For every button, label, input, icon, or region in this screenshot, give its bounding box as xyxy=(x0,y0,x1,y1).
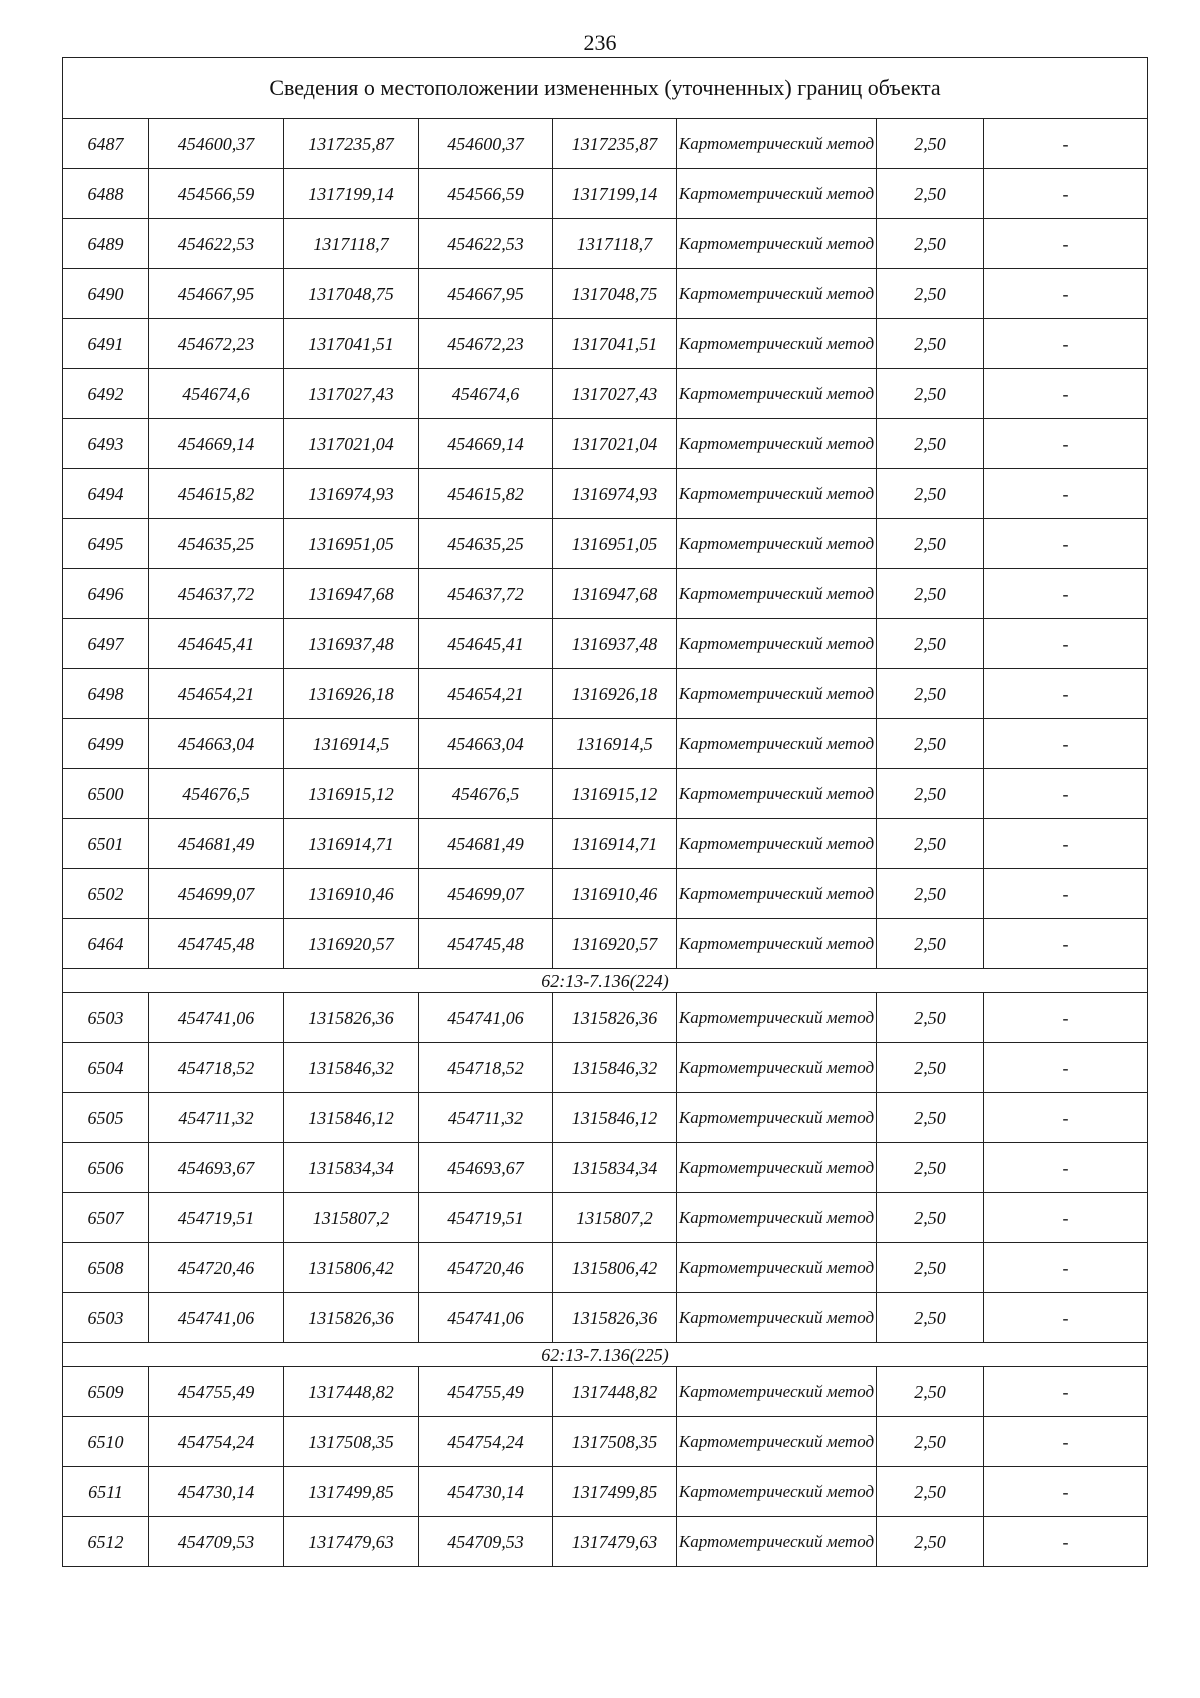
table-title: Сведения о местоположении измененных (уточненных) границ объекта xyxy=(63,58,1148,119)
y-new-cell: 1316937,48 xyxy=(553,619,677,669)
accuracy-cell: 2,50 xyxy=(877,269,984,319)
description-cell: - xyxy=(984,669,1148,719)
description-cell: - xyxy=(984,469,1148,519)
table-title-row xyxy=(63,58,1148,119)
accuracy-cell: 2,50 xyxy=(877,569,984,619)
x-existing-cell: 454615,82 xyxy=(149,469,284,519)
method-cell: Картометрический метод xyxy=(677,669,877,719)
point-number-cell: 6509 xyxy=(63,1367,149,1417)
table-row xyxy=(63,919,1148,969)
y-new-cell: 1316910,46 xyxy=(553,869,677,919)
method-cell: Картометрический метод xyxy=(677,219,877,269)
y-new-cell: 1317199,14 xyxy=(553,169,677,219)
point-number-cell: 6489 xyxy=(63,219,149,269)
description-cell: - xyxy=(984,1043,1148,1093)
x-existing-cell: 454654,21 xyxy=(149,669,284,719)
method-cell: Картометрический метод xyxy=(677,269,877,319)
x-existing-cell: 454741,06 xyxy=(149,1293,284,1343)
point-number-cell: 6503 xyxy=(63,993,149,1043)
accuracy-cell: 2,50 xyxy=(877,219,984,269)
method-cell: Картометрический метод xyxy=(677,469,877,519)
method-cell: Картометрический метод xyxy=(677,1293,877,1343)
table-row xyxy=(63,719,1148,769)
section-label: 62:13-7.136(225) xyxy=(63,1343,1148,1367)
y-new-cell: 1316920,57 xyxy=(553,919,677,969)
y-existing-cell: 1316914,5 xyxy=(284,719,419,769)
table-row xyxy=(63,1467,1148,1517)
y-existing-cell: 1315807,2 xyxy=(284,1193,419,1243)
y-new-cell: 1317499,85 xyxy=(553,1467,677,1517)
x-new-cell: 454672,23 xyxy=(419,319,553,369)
y-new-cell: 1317448,82 xyxy=(553,1367,677,1417)
point-number-cell: 6508 xyxy=(63,1243,149,1293)
point-number-cell: 6501 xyxy=(63,819,149,869)
y-existing-cell: 1317118,7 xyxy=(284,219,419,269)
description-cell: - xyxy=(984,369,1148,419)
method-cell: Картометрический метод xyxy=(677,719,877,769)
y-new-cell: 1315846,32 xyxy=(553,1043,677,1093)
table-row xyxy=(63,219,1148,269)
method-cell: Картометрический метод xyxy=(677,369,877,419)
x-existing-cell: 454730,14 xyxy=(149,1467,284,1517)
description-cell: - xyxy=(984,519,1148,569)
y-existing-cell: 1317508,35 xyxy=(284,1417,419,1467)
description-cell: - xyxy=(984,919,1148,969)
accuracy-cell: 2,50 xyxy=(877,669,984,719)
point-number-cell: 6494 xyxy=(63,469,149,519)
y-new-cell: 1315826,36 xyxy=(553,1293,677,1343)
x-existing-cell: 454711,32 xyxy=(149,1093,284,1143)
description-cell: - xyxy=(984,419,1148,469)
table-row xyxy=(63,369,1148,419)
y-existing-cell: 1316920,57 xyxy=(284,919,419,969)
method-cell: Картометрический метод xyxy=(677,769,877,819)
x-new-cell: 454711,32 xyxy=(419,1093,553,1143)
point-number-cell: 6464 xyxy=(63,919,149,969)
y-new-cell: 1317479,63 xyxy=(553,1517,677,1567)
x-existing-cell: 454709,53 xyxy=(149,1517,284,1567)
x-existing-cell: 454676,5 xyxy=(149,769,284,819)
point-number-cell: 6495 xyxy=(63,519,149,569)
point-number-cell: 6511 xyxy=(63,1467,149,1517)
description-cell: - xyxy=(984,869,1148,919)
section-header-row xyxy=(63,969,1148,993)
section-header-row xyxy=(63,1343,1148,1367)
point-number-cell: 6507 xyxy=(63,1193,149,1243)
accuracy-cell: 2,50 xyxy=(877,419,984,469)
table-row xyxy=(63,1193,1148,1243)
accuracy-cell: 2,50 xyxy=(877,319,984,369)
description-cell: - xyxy=(984,569,1148,619)
point-number-cell: 6491 xyxy=(63,319,149,369)
description-cell: - xyxy=(984,1517,1148,1567)
description-cell: - xyxy=(984,1093,1148,1143)
x-existing-cell: 454719,51 xyxy=(149,1193,284,1243)
x-new-cell: 454615,82 xyxy=(419,469,553,519)
table-row xyxy=(63,419,1148,469)
y-existing-cell: 1316951,05 xyxy=(284,519,419,569)
x-new-cell: 454674,6 xyxy=(419,369,553,419)
x-existing-cell: 454754,24 xyxy=(149,1417,284,1467)
y-new-cell: 1316914,71 xyxy=(553,819,677,869)
description-cell: - xyxy=(984,819,1148,869)
y-existing-cell: 1315834,34 xyxy=(284,1143,419,1193)
x-new-cell: 454681,49 xyxy=(419,819,553,869)
y-new-cell: 1316974,93 xyxy=(553,469,677,519)
accuracy-cell: 2,50 xyxy=(877,369,984,419)
point-number-cell: 6490 xyxy=(63,269,149,319)
table-row xyxy=(63,669,1148,719)
table-row xyxy=(63,469,1148,519)
y-new-cell: 1317048,75 xyxy=(553,269,677,319)
accuracy-cell: 2,50 xyxy=(877,619,984,669)
accuracy-cell: 2,50 xyxy=(877,519,984,569)
x-existing-cell: 454667,95 xyxy=(149,269,284,319)
accuracy-cell: 2,50 xyxy=(877,819,984,869)
description-cell: - xyxy=(984,269,1148,319)
point-number-cell: 6510 xyxy=(63,1417,149,1467)
table-row xyxy=(63,1143,1148,1193)
y-existing-cell: 1315826,36 xyxy=(284,1293,419,1343)
accuracy-cell: 2,50 xyxy=(877,1293,984,1343)
y-existing-cell: 1317479,63 xyxy=(284,1517,419,1567)
method-cell: Картометрический метод xyxy=(677,1367,877,1417)
method-cell: Картометрический метод xyxy=(677,619,877,669)
point-number-cell: 6496 xyxy=(63,569,149,619)
accuracy-cell: 2,50 xyxy=(877,993,984,1043)
description-cell: - xyxy=(984,993,1148,1043)
table-row xyxy=(63,169,1148,219)
point-number-cell: 6503 xyxy=(63,1293,149,1343)
y-existing-cell: 1315826,36 xyxy=(284,993,419,1043)
method-cell: Картометрический метод xyxy=(677,869,877,919)
method-cell: Картометрический метод xyxy=(677,819,877,869)
description-cell: - xyxy=(984,1243,1148,1293)
x-new-cell: 454720,46 xyxy=(419,1243,553,1293)
x-existing-cell: 454635,25 xyxy=(149,519,284,569)
method-cell: Картометрический метод xyxy=(677,1517,877,1567)
x-existing-cell: 454622,53 xyxy=(149,219,284,269)
y-new-cell: 1315807,2 xyxy=(553,1193,677,1243)
y-new-cell: 1316951,05 xyxy=(553,519,677,569)
x-new-cell: 454709,53 xyxy=(419,1517,553,1567)
y-existing-cell: 1316974,93 xyxy=(284,469,419,519)
accuracy-cell: 2,50 xyxy=(877,1243,984,1293)
accuracy-cell: 2,50 xyxy=(877,919,984,969)
y-existing-cell: 1316937,48 xyxy=(284,619,419,669)
y-existing-cell: 1316914,71 xyxy=(284,819,419,869)
method-cell: Картометрический метод xyxy=(677,1193,877,1243)
x-existing-cell: 454755,49 xyxy=(149,1367,284,1417)
point-number-cell: 6506 xyxy=(63,1143,149,1193)
table-row xyxy=(63,1043,1148,1093)
x-new-cell: 454635,25 xyxy=(419,519,553,569)
x-existing-cell: 454718,52 xyxy=(149,1043,284,1093)
x-new-cell: 454669,14 xyxy=(419,419,553,469)
description-cell: - xyxy=(984,219,1148,269)
y-existing-cell: 1316910,46 xyxy=(284,869,419,919)
y-new-cell: 1315806,42 xyxy=(553,1243,677,1293)
x-new-cell: 454637,72 xyxy=(419,569,553,619)
point-number-cell: 6499 xyxy=(63,719,149,769)
description-cell: - xyxy=(984,1367,1148,1417)
y-new-cell: 1317235,87 xyxy=(553,119,677,169)
table-row xyxy=(63,993,1148,1043)
x-existing-cell: 454693,67 xyxy=(149,1143,284,1193)
x-new-cell: 454730,14 xyxy=(419,1467,553,1517)
method-cell: Картометрический метод xyxy=(677,1093,877,1143)
method-cell: Картометрический метод xyxy=(677,169,877,219)
table-row xyxy=(63,619,1148,669)
boundary-coordinates-table xyxy=(62,57,1148,1567)
y-existing-cell: 1317448,82 xyxy=(284,1367,419,1417)
table-row xyxy=(63,269,1148,319)
description-cell: - xyxy=(984,1193,1148,1243)
table-row xyxy=(63,319,1148,369)
table-row xyxy=(63,1367,1148,1417)
y-existing-cell: 1317048,75 xyxy=(284,269,419,319)
table-row xyxy=(63,1517,1148,1567)
y-new-cell: 1315826,36 xyxy=(553,993,677,1043)
method-cell: Картометрический метод xyxy=(677,1043,877,1093)
description-cell: - xyxy=(984,1143,1148,1193)
point-number-cell: 6500 xyxy=(63,769,149,819)
accuracy-cell: 2,50 xyxy=(877,719,984,769)
accuracy-cell: 2,50 xyxy=(877,1467,984,1517)
accuracy-cell: 2,50 xyxy=(877,1417,984,1467)
accuracy-cell: 2,50 xyxy=(877,1193,984,1243)
y-existing-cell: 1315846,12 xyxy=(284,1093,419,1143)
x-new-cell: 454719,51 xyxy=(419,1193,553,1243)
point-number-cell: 6504 xyxy=(63,1043,149,1093)
accuracy-cell: 2,50 xyxy=(877,469,984,519)
table-row xyxy=(63,1293,1148,1343)
y-new-cell: 1316914,5 xyxy=(553,719,677,769)
y-new-cell: 1317508,35 xyxy=(553,1417,677,1467)
description-cell: - xyxy=(984,119,1148,169)
accuracy-cell: 2,50 xyxy=(877,1517,984,1567)
x-new-cell: 454676,5 xyxy=(419,769,553,819)
accuracy-cell: 2,50 xyxy=(877,1143,984,1193)
table-row xyxy=(63,119,1148,169)
method-cell: Картометрический метод xyxy=(677,919,877,969)
y-existing-cell: 1317041,51 xyxy=(284,319,419,369)
method-cell: Картометрический метод xyxy=(677,993,877,1043)
method-cell: Картометрический метод xyxy=(677,419,877,469)
y-existing-cell: 1316947,68 xyxy=(284,569,419,619)
x-existing-cell: 454663,04 xyxy=(149,719,284,769)
x-existing-cell: 454720,46 xyxy=(149,1243,284,1293)
x-existing-cell: 454745,48 xyxy=(149,919,284,969)
x-existing-cell: 454681,49 xyxy=(149,819,284,869)
y-existing-cell: 1317499,85 xyxy=(284,1467,419,1517)
accuracy-cell: 2,50 xyxy=(877,1367,984,1417)
x-new-cell: 454667,95 xyxy=(419,269,553,319)
description-cell: - xyxy=(984,719,1148,769)
x-new-cell: 454693,67 xyxy=(419,1143,553,1193)
y-new-cell: 1317041,51 xyxy=(553,319,677,369)
y-new-cell: 1317118,7 xyxy=(553,219,677,269)
x-existing-cell: 454566,59 xyxy=(149,169,284,219)
accuracy-cell: 2,50 xyxy=(877,769,984,819)
method-cell: Картометрический метод xyxy=(677,519,877,569)
point-number-cell: 6512 xyxy=(63,1517,149,1567)
method-cell: Картометрический метод xyxy=(677,1243,877,1293)
point-number-cell: 6505 xyxy=(63,1093,149,1143)
method-cell: Картометрический метод xyxy=(677,1143,877,1193)
page-number: 236 xyxy=(583,30,617,55)
x-new-cell: 454645,41 xyxy=(419,619,553,669)
x-new-cell: 454622,53 xyxy=(419,219,553,269)
x-new-cell: 454745,48 xyxy=(419,919,553,969)
y-existing-cell: 1315806,42 xyxy=(284,1243,419,1293)
point-number-cell: 6488 xyxy=(63,169,149,219)
description-cell: - xyxy=(984,1417,1148,1467)
y-new-cell: 1315846,12 xyxy=(553,1093,677,1143)
table-row xyxy=(63,819,1148,869)
x-existing-cell: 454637,72 xyxy=(149,569,284,619)
point-number-cell: 6502 xyxy=(63,869,149,919)
description-cell: - xyxy=(984,319,1148,369)
section-label: 62:13-7.136(224) xyxy=(63,969,1148,993)
x-existing-cell: 454741,06 xyxy=(149,993,284,1043)
point-number-cell: 6493 xyxy=(63,419,149,469)
y-existing-cell: 1315846,32 xyxy=(284,1043,419,1093)
table-row xyxy=(63,1093,1148,1143)
accuracy-cell: 2,50 xyxy=(877,169,984,219)
table-row xyxy=(63,569,1148,619)
method-cell: Картометрический метод xyxy=(677,1467,877,1517)
y-new-cell: 1317027,43 xyxy=(553,369,677,419)
x-new-cell: 454600,37 xyxy=(419,119,553,169)
method-cell: Картометрический метод xyxy=(677,319,877,369)
point-number-cell: 6487 xyxy=(63,119,149,169)
x-new-cell: 454754,24 xyxy=(419,1417,553,1467)
y-new-cell: 1315834,34 xyxy=(553,1143,677,1193)
x-new-cell: 454699,07 xyxy=(419,869,553,919)
y-new-cell: 1316926,18 xyxy=(553,669,677,719)
accuracy-cell: 2,50 xyxy=(877,869,984,919)
table-row xyxy=(63,869,1148,919)
y-existing-cell: 1316926,18 xyxy=(284,669,419,719)
x-new-cell: 454718,52 xyxy=(419,1043,553,1093)
y-existing-cell: 1316915,12 xyxy=(284,769,419,819)
x-existing-cell: 454645,41 xyxy=(149,619,284,669)
x-existing-cell: 454699,07 xyxy=(149,869,284,919)
y-existing-cell: 1317235,87 xyxy=(284,119,419,169)
accuracy-cell: 2,50 xyxy=(877,1093,984,1143)
description-cell: - xyxy=(984,1467,1148,1517)
y-existing-cell: 1317021,04 xyxy=(284,419,419,469)
description-cell: - xyxy=(984,1293,1148,1343)
x-new-cell: 454663,04 xyxy=(419,719,553,769)
x-existing-cell: 454669,14 xyxy=(149,419,284,469)
x-new-cell: 454654,21 xyxy=(419,669,553,719)
point-number-cell: 6498 xyxy=(63,669,149,719)
description-cell: - xyxy=(984,619,1148,669)
table-row xyxy=(63,769,1148,819)
accuracy-cell: 2,50 xyxy=(877,119,984,169)
description-cell: - xyxy=(984,169,1148,219)
y-new-cell: 1317021,04 xyxy=(553,419,677,469)
x-new-cell: 454741,06 xyxy=(419,1293,553,1343)
x-existing-cell: 454672,23 xyxy=(149,319,284,369)
y-existing-cell: 1317027,43 xyxy=(284,369,419,419)
y-new-cell: 1316947,68 xyxy=(553,569,677,619)
y-existing-cell: 1317199,14 xyxy=(284,169,419,219)
y-new-cell: 1316915,12 xyxy=(553,769,677,819)
point-number-cell: 6497 xyxy=(63,619,149,669)
description-cell: - xyxy=(984,769,1148,819)
x-existing-cell: 454674,6 xyxy=(149,369,284,419)
x-new-cell: 454741,06 xyxy=(419,993,553,1043)
x-new-cell: 454755,49 xyxy=(419,1367,553,1417)
table-row xyxy=(63,519,1148,569)
table-row xyxy=(63,1417,1148,1467)
method-cell: Картометрический метод xyxy=(677,569,877,619)
method-cell: Картометрический метод xyxy=(677,119,877,169)
table-row xyxy=(63,1243,1148,1293)
x-existing-cell: 454600,37 xyxy=(149,119,284,169)
point-number-cell: 6492 xyxy=(63,369,149,419)
x-new-cell: 454566,59 xyxy=(419,169,553,219)
method-cell: Картометрический метод xyxy=(677,1417,877,1467)
accuracy-cell: 2,50 xyxy=(877,1043,984,1093)
